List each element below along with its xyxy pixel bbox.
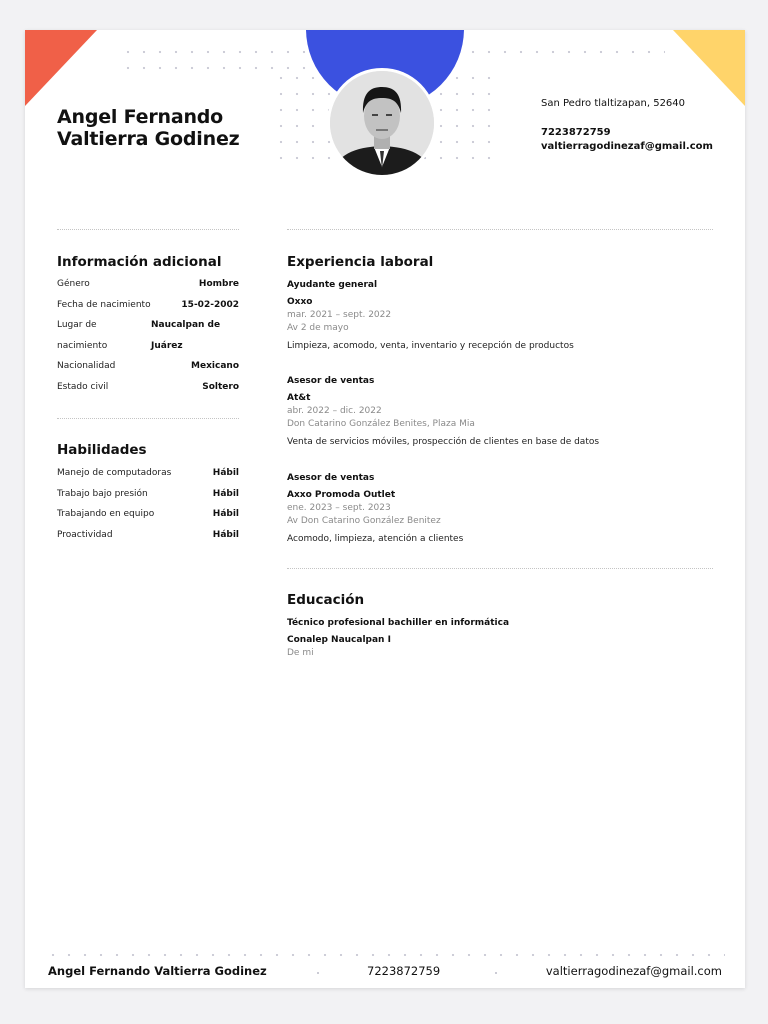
- skill-level: Hábil: [212, 468, 239, 479]
- info-value: Hombre: [198, 279, 239, 290]
- phone-text: 7223872759: [541, 127, 611, 138]
- job-company: At&t: [287, 393, 311, 403]
- skill-level: Hábil: [212, 488, 239, 499]
- info-value: Soltero: [202, 381, 239, 392]
- name-line-2: Valtierra Godinez: [57, 128, 240, 150]
- divider: [287, 229, 713, 230]
- skill-row: [57, 484, 239, 505]
- contact-block: [541, 98, 713, 154]
- experience-section-title: Experiencia laboral: [287, 254, 434, 270]
- skill-row: [57, 463, 239, 484]
- info-row-birthdate: [57, 295, 239, 316]
- info-label: Género: [57, 279, 90, 290]
- job-dates: abr. 2022 – dic. 2022: [287, 406, 382, 416]
- info-section-title: Información adicional: [57, 254, 222, 270]
- job-company: Oxxo: [287, 297, 313, 307]
- info-list: [57, 274, 239, 397]
- skill-level: Hábil: [212, 529, 239, 540]
- info-label: Estado civil: [57, 381, 109, 392]
- candidate-name: [57, 106, 240, 150]
- dot-pattern: [465, 44, 665, 66]
- education-school: Conalep Naucalpan I: [287, 635, 391, 645]
- person-portrait-icon: [330, 71, 434, 175]
- info-value: Mexicano: [191, 361, 239, 372]
- skill-label: Trabajo bajo presión: [57, 488, 148, 499]
- info-label: Fecha de nacimiento: [57, 299, 151, 310]
- job-location: Av 2 de mayo: [287, 323, 349, 333]
- info-row-marital-status: [57, 377, 239, 398]
- divider: [57, 229, 239, 230]
- skill-row: [57, 525, 239, 546]
- address-text: San Pedro tlaltizapan, 52640: [541, 98, 686, 109]
- footer-email[interactable]: valtierragodinezaf@gmail.com: [545, 964, 722, 978]
- education-degree: Técnico profesional bachiller en informática: [287, 618, 510, 628]
- name-line-1: Angel Fernando: [57, 106, 224, 128]
- skill-label: Manejo de computadoras: [57, 468, 172, 479]
- email-link[interactable]: valtierragodinezaf@gmail.com: [541, 141, 713, 152]
- footer-separator-dot: [317, 972, 319, 974]
- footer: [25, 956, 745, 986]
- footer-phone: 7223872759: [367, 964, 441, 978]
- job-description: Acomodo, limpieza, atención a clientes: [287, 534, 464, 544]
- job-entry: [287, 471, 717, 546]
- job-dates: mar. 2021 – sept. 2022: [287, 310, 392, 320]
- job-description: Venta de servicios móviles, prospección de clientes en base de datos: [287, 437, 600, 447]
- job-role: Asesor de ventas: [287, 376, 375, 386]
- job-dates: ene. 2023 – sept. 2023: [287, 503, 391, 513]
- skills-section-title: Habilidades: [57, 442, 147, 458]
- corner-decoration-red: [25, 30, 97, 106]
- footer-separator-dot: [495, 972, 497, 974]
- skill-label: Trabajando en equipo: [57, 509, 155, 520]
- divider: [287, 568, 713, 569]
- profile-photo: [330, 71, 434, 175]
- footer-name: Angel Fernando Valtierra Godinez: [48, 964, 267, 978]
- job-role: Ayudante general: [287, 280, 378, 290]
- resume-page: [25, 30, 745, 988]
- skills-list: [57, 463, 239, 545]
- info-value: 15-02-2002: [181, 299, 239, 310]
- education-section-title: Educación: [287, 592, 365, 608]
- job-description: Limpieza, acomodo, venta, inventario y recepción de productos: [287, 341, 574, 351]
- corner-decoration-yellow: [673, 30, 745, 106]
- info-row-birthplace: [57, 315, 239, 356]
- job-company: Axxo Promoda Outlet: [287, 490, 396, 500]
- info-label: Lugar de nacimiento: [57, 320, 108, 351]
- job-entry: [287, 278, 717, 353]
- skill-level: Hábil: [212, 509, 239, 520]
- skill-row: [57, 504, 239, 525]
- info-row-gender: [57, 274, 239, 295]
- education-entry: [287, 616, 717, 660]
- job-location: Av Don Catarino González Benitez: [287, 516, 441, 526]
- info-label: Nacionalidad: [57, 361, 116, 372]
- education-location: De mi: [287, 648, 314, 658]
- info-value: Naucalpan de Juárez: [151, 320, 221, 351]
- job-entry: [287, 374, 717, 449]
- job-location: Don Catarino González Benites, Plaza Mia: [287, 419, 475, 429]
- skill-label: Proactividad: [57, 529, 113, 540]
- job-role: Asesor de ventas: [287, 473, 375, 483]
- divider: [57, 418, 239, 419]
- info-row-nationality: [57, 356, 239, 377]
